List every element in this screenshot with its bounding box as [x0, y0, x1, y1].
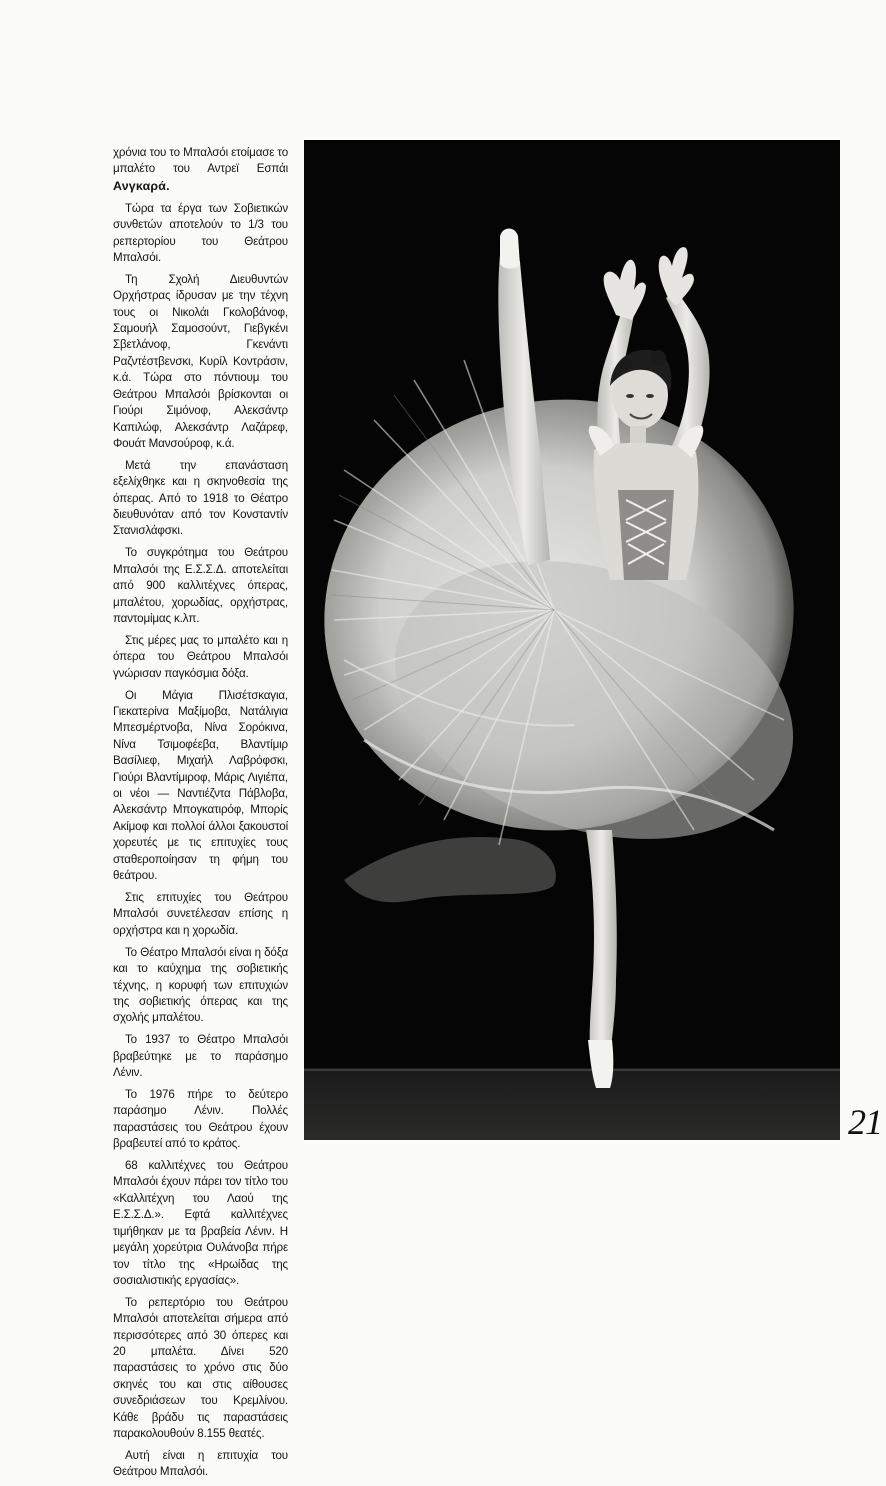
paragraph-4: Μετά την επανάσταση εξελίχθηκε και η σκηνοθεσία της όπερας. Από το 1918 το Θέατρο διευθυνόταν από τον Κονσταντίν Στανισλάφσκι.: [113, 458, 288, 538]
raised-pointe-shoe: [500, 229, 520, 269]
paragraph-1: [113, 145, 288, 195]
paragraph-1-text: χρόνια του το Μπαλσόι ετοίμασε το μπαλέτο του Αντρεϊ Εσπάι: [113, 146, 288, 176]
paragraph-9: Το Θέατρο Μπαλσόι είναι η δόξα και το καύχημα της σοβιετικής τέχνης, η κορυφή των επιτυχιών της σοβιετικής όπερας και της σχολής μπαλέτου.: [113, 945, 288, 1025]
paragraph-5: Το συγκρότημα του Θεάτρου Μπαλσόι της Ε.Σ.Σ.Δ. αποτελείται από 900 καλλιτέχνες όπερας, μπαλέτου, χορωδίας, ορχήστρας, παντομίμας κ.λπ.: [113, 546, 288, 625]
bodice: [589, 426, 704, 580]
paragraph-14: Αυτή είναι η επιτυχία του Θεάτρου Μπαλσόι.: [113, 1448, 288, 1479]
paragraph-3: Τη Σχολή Διευθυντών Ορχήστρας ίδρυσαν με την τέχνη τους οι Νικολάι Γκολοβάνοφ, Σαμουήλ Σαμοσούντ, Γιεβγκένι Σβετλάνοφ, Γκενάντι Ραζντέστβενσκι, Κυρίλ Κοντράσιν, κ.ά. Τώρα στο πόντιουμ του Θεάτρου Μπαλσόι βρίσκονται οι Γιούρι Σιμόνοφ, Αλεκσάντρ Καπιλώφ, Αλεκσάντρ Λαζάρεφ, Φουάτ Μανσούροφ, κ.ά.: [113, 272, 288, 450]
paragraph-10: Το 1937 το Θέατρο Μπαλσόι βραβεύτηκε με το παράσημο Λένιν.: [113, 1033, 288, 1080]
stage-floor: [304, 1068, 840, 1140]
paragraph-8: Στις επιτυχίες του Θεάτρου Μπαλσόι συνετέλεσαν επίσης η ορχήστρα και η χορωδία.: [113, 890, 288, 937]
paragraph-12: 68 καλλιτέχνες του Θεάτρου Μπαλσόι έχουν πάρει τον τίτλο του «Καλλιτέχνη του Λαού της Ε.Σ.Σ.Δ.». Εφτά καλλιτέχνες τιμήθηκαν με τα βραβεία Λένιν. Η μεγάλη χορεύτρια Ουλάνοβα πήρε τον τίτλο της «Ηρωίδας της σοσιαλιστικής εργασίας».: [113, 1159, 288, 1287]
paragraph-11: Το 1976 πήρε το δεύτερο παράσημο Λένιν. Πολλές παραστάσεις του Θεάτρου έχουν βραβευτεί από το κράτος.: [113, 1087, 288, 1151]
ballerina-photo: [304, 140, 840, 1140]
article-text-column: [113, 145, 288, 1486]
ballet-title: Ανγκαρά.: [113, 178, 170, 193]
page-number: 21: [848, 1102, 882, 1142]
paragraph-13: Το ρεπερτόριο του Θεάτρου Μπαλσόι αποτελείται σήμερα από περισσότερες από 30 όπερες και 20 μπαλέτα. Δίνει 520 παραστάσεις το χρόνο στις δύο σκηνές του και στις αίθουσες συνεδριάσεων του Κρεμλίνου. Κάθε βράδυ τις παραστάσεις παρακολουθούν 8.155 θεατές.: [113, 1295, 288, 1441]
ballerina-icon: [304, 140, 840, 1140]
paragraph-2: Τώρα τα έργα των Σοβιετικών συνθετών αποτελούν το 1/3 του ρεπερτορίου του Θεάτρου Μπαλσόι.: [113, 201, 288, 264]
paragraph-6: Στις μέρες μας το μπαλέτο και η όπερα του Θεάτρου Μπαλσόι γνώρισαν παγκόσμια δόξα.: [113, 633, 288, 680]
paragraph-7: Οι Μάγια Πλισέτσκαγια, Γιεκατερίνα Μαξίμοβα, Νατάλιγια Μπεσμέρτνοβα, Νίνα Σορόκινα, Νίνα Τσιμοφέεβα, Βλαντίμιρ Βασίλιεφ, Μιχαήλ Λαβρόφσκι, Γιούρι Βλαντίμιροφ, Μάρις Λιγιέπα, οι νέοι — Ναντιέζντα Πάβλοβα, Αλεκσάντρ Μπογκατιρόφ, Μπορίς Ακίμοφ και πολλοί άλλοι ξακουστοί χορευτές με τις επιτυχίες τους σταθεροποίησαν τη φήμη του θεάτρου.: [113, 688, 288, 883]
